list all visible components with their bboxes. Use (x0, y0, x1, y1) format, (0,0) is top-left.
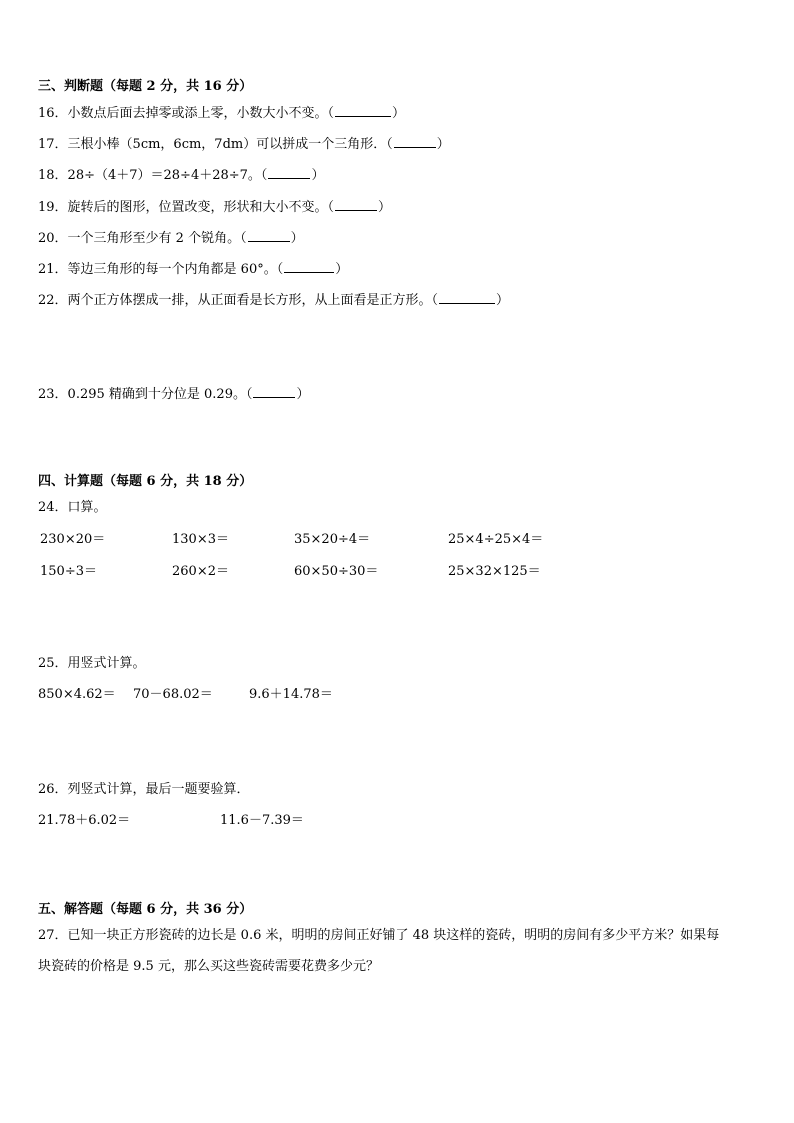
mental-math-item: 230×20＝ (40, 532, 106, 547)
question-text: 18．28÷（4＋7）＝28÷4＋28÷7。（ (38, 168, 268, 183)
answer-blank[interactable] (253, 385, 295, 398)
question-27-line-1: 27．已知一块正方形瓷砖的边长是 0.6 米，明明的房间正好铺了 48 块这样的瓷砖，明明的房间有多少平方米？如果每 (38, 928, 720, 943)
section-3-heading: 三、判断题（每题 2 分，共 16 分） (38, 79, 253, 94)
mental-math-item: 60×50÷30＝ (294, 564, 379, 579)
vertical-calc-item: 21.78＋6.02＝ (38, 813, 131, 828)
mental-math-item: 25×32×125＝ (448, 564, 541, 579)
question-26-label: 26．列竖式计算，最后一题要验算． (38, 782, 250, 797)
close-paren: ） (335, 262, 349, 277)
question-23 (38, 385, 309, 404)
mental-math-item: 130×3＝ (172, 532, 229, 547)
close-paren: ） (392, 106, 406, 121)
question-text: 21．等边三角形的每一个内角都是 60°。（ (38, 262, 284, 277)
question-20 (38, 229, 304, 248)
question-19 (38, 198, 391, 217)
mental-math-item: 150÷3＝ (40, 564, 97, 579)
mental-math-item: 25×4÷25×4＝ (448, 532, 544, 547)
close-paren: ） (496, 293, 510, 308)
vertical-calc-item: 850×4.62＝ (38, 687, 116, 702)
vertical-calc-item: 9.6＋14.78＝ (249, 687, 333, 702)
vertical-calc-item: 70－68.02＝ (133, 687, 213, 702)
question-18 (38, 166, 324, 185)
close-paren: ） (290, 231, 304, 246)
close-paren: ） (436, 137, 450, 152)
close-paren: ） (378, 200, 392, 215)
question-25-label: 25．用竖式计算。 (38, 656, 146, 671)
vertical-calc-item: 11.6－7.39＝ (220, 813, 304, 828)
answer-blank[interactable] (335, 198, 377, 211)
answer-blank[interactable] (284, 260, 334, 273)
answer-blank[interactable] (394, 135, 436, 148)
answer-blank[interactable] (439, 291, 495, 304)
question-text: 17．三根小棒（5cm，6cm，7dm）可以拼成一个三角形．（ (38, 137, 393, 152)
question-text: 20．一个三角形至少有 2 个锐角。（ (38, 231, 247, 246)
answer-blank[interactable] (268, 166, 310, 179)
mental-math-item: 260×2＝ (172, 564, 229, 579)
question-text: 22．两个正方体摆成一排，从正面看是长方形，从上面看是正方形。（ (38, 293, 439, 308)
mental-math-item: 35×20÷4＝ (294, 532, 371, 547)
question-22 (38, 291, 509, 310)
question-text: 19．旋转后的图形，位置改变，形状和大小不变。（ (38, 200, 335, 215)
close-paren: ） (311, 168, 325, 183)
section-5-heading: 五、解答题（每题 6 分，共 36 分） (38, 902, 253, 917)
question-27-line-2: 块瓷砖的价格是 9.5 元，那么买这些瓷砖需要花费多少元？ (38, 959, 379, 974)
answer-blank[interactable] (248, 229, 290, 242)
question-24-label: 24．口算。 (38, 500, 107, 515)
question-16 (38, 104, 405, 123)
section-4-heading: 四、计算题（每题 6 分，共 18 分） (38, 474, 253, 489)
close-paren: ） (296, 387, 310, 402)
question-text: 23．0.295 精确到十分位是 0.29。（ (38, 387, 253, 402)
question-21 (38, 260, 348, 279)
question-17 (38, 135, 450, 154)
answer-blank[interactable] (335, 104, 391, 117)
question-text: 16．小数点后面去掉零或添上零，小数大小不变。（ (38, 106, 335, 121)
